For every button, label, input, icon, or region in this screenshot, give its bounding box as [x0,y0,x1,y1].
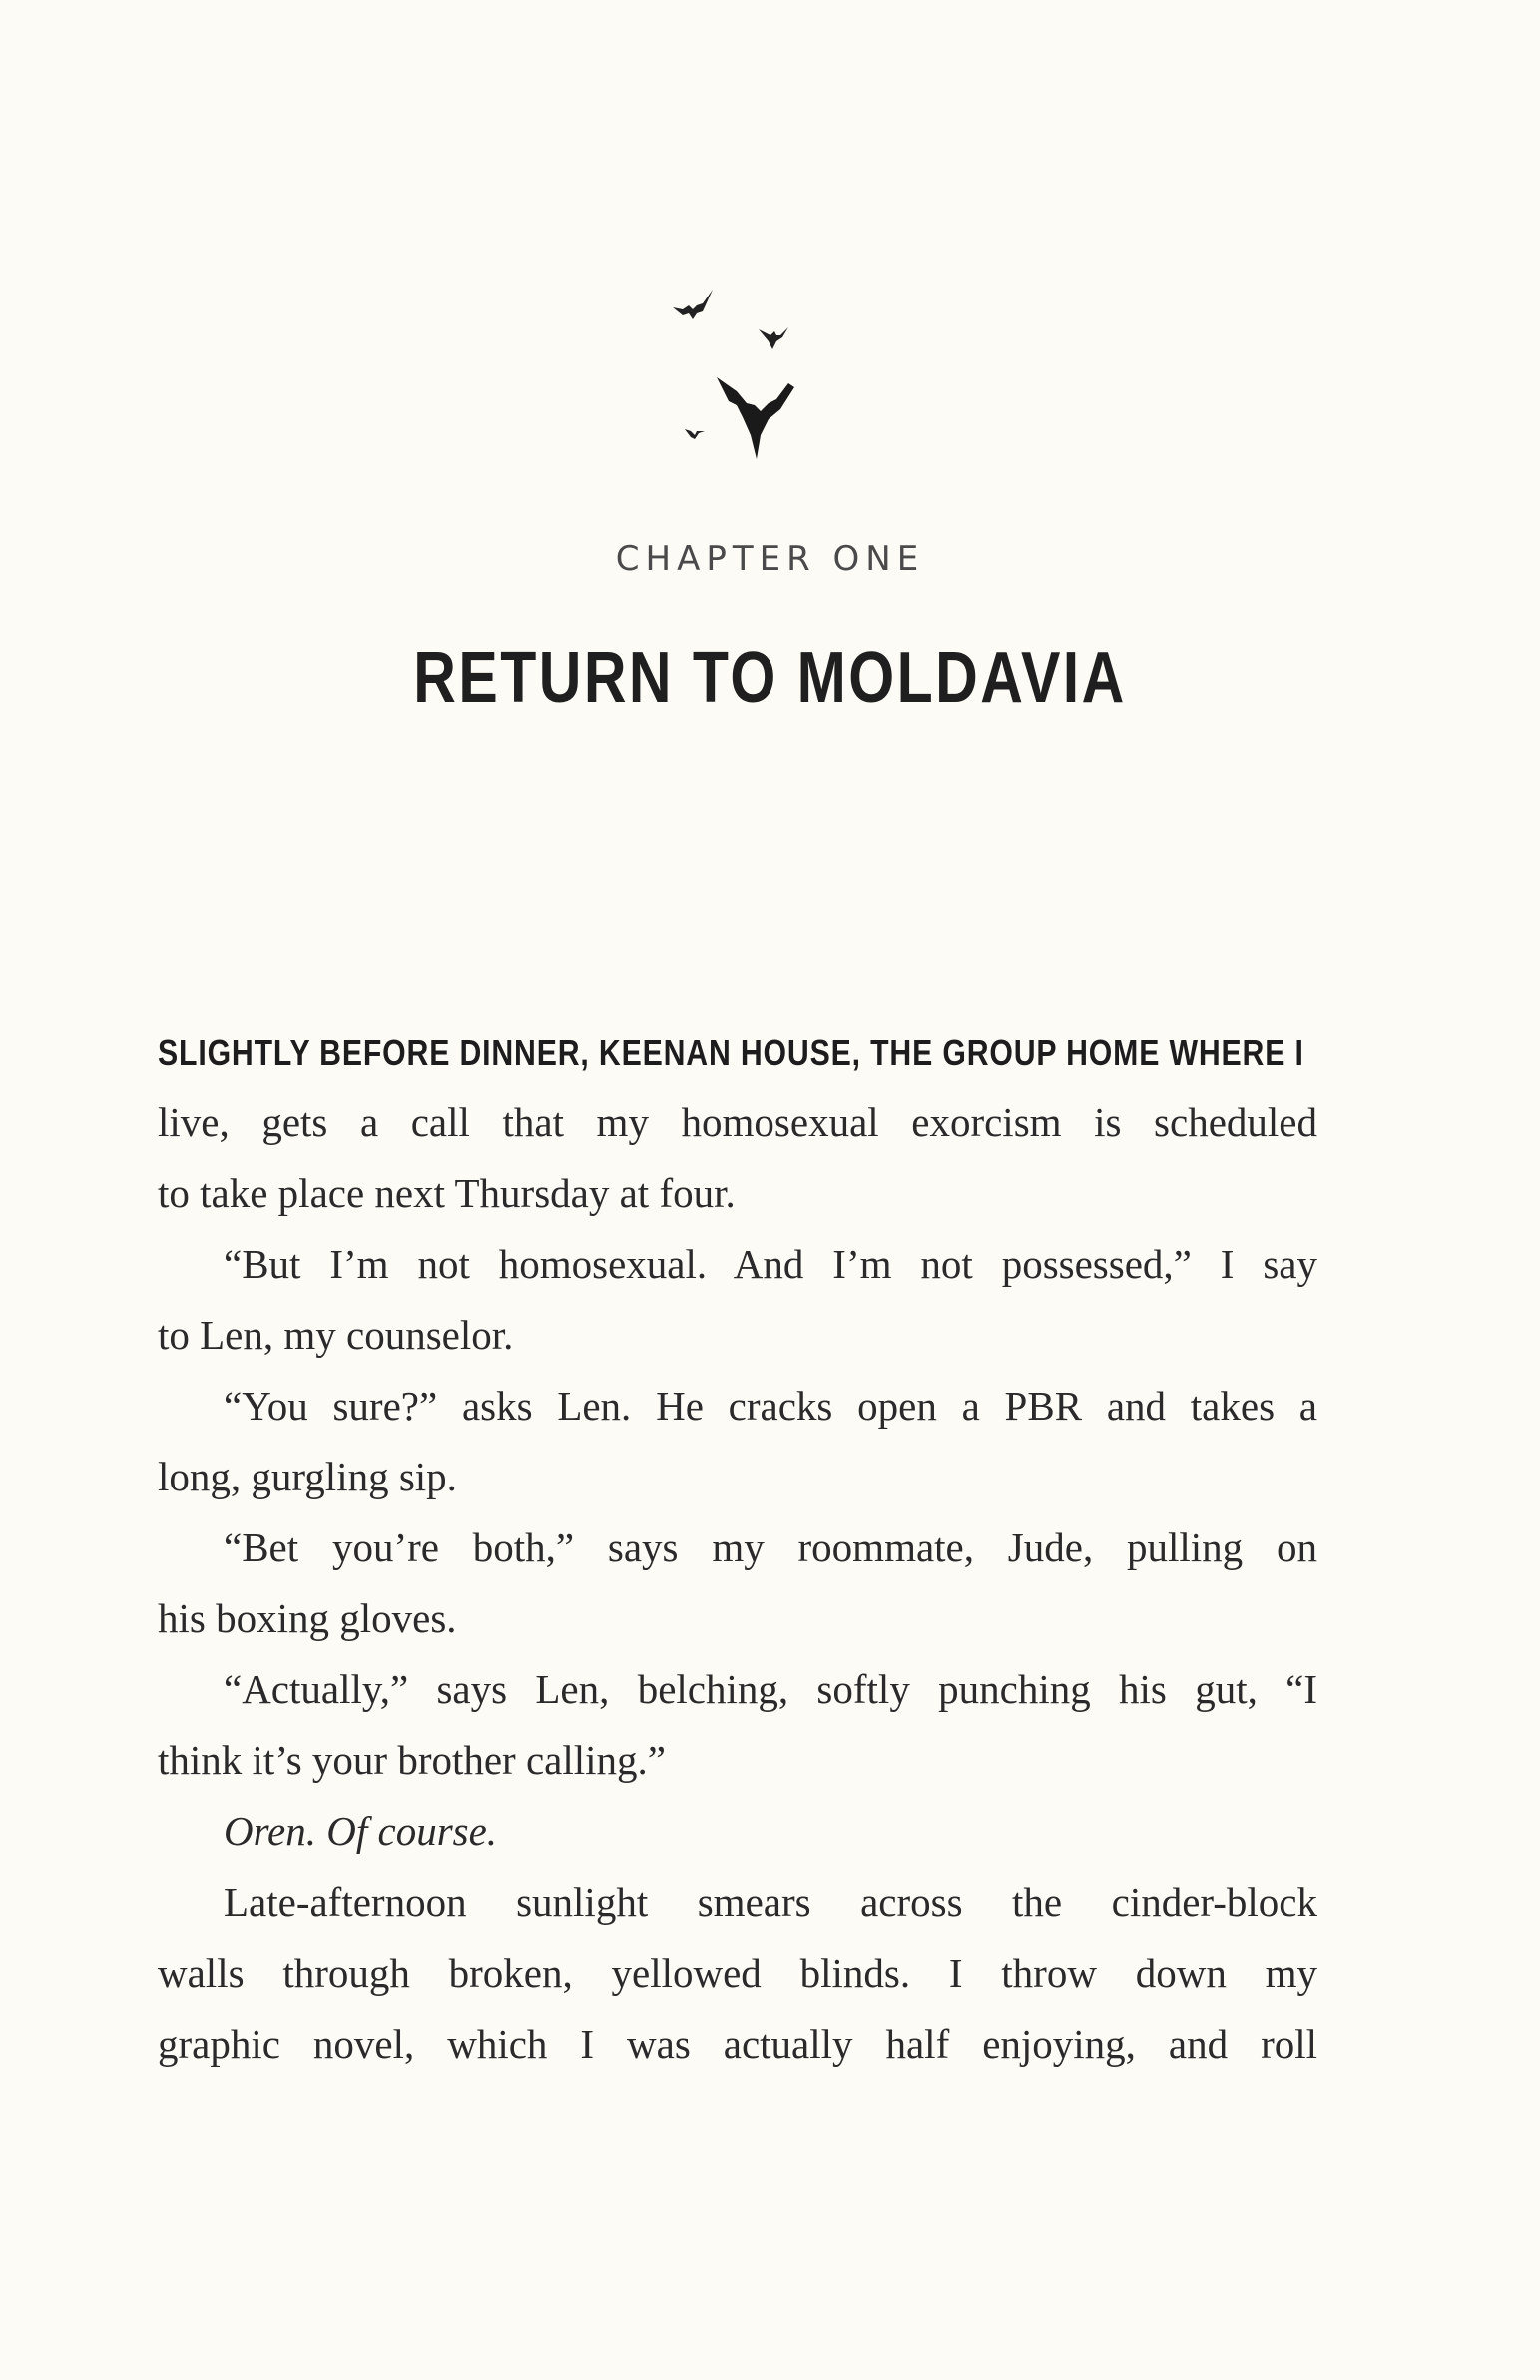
paragraph [158,1371,1317,1512]
text-line: live, gets a call that my homosexual exorcism is scheduled [158,1099,1317,1145]
lead-in: SLIGHTLY BEFORE DINNER, KEENAN HOUSE, THE GROUP HOME WHERE I [158,1032,1304,1073]
text-line: his boxing gloves. [158,1595,457,1641]
text-line: walls through broken, yellowed blinds. I throw down my [158,1950,1317,1996]
paragraph [158,1229,1317,1371]
paragraph [158,1512,1317,1654]
text-line: “Bet you’re both,” says my roommate, Jude, pulling on [224,1524,1317,1570]
chapter-title: RETURN TO MOLDAVIA [413,638,1127,718]
bats-icon [659,280,878,499]
italic-line: Oren. Of course. [224,1808,498,1854]
text-line: “Actually,” says Len, belching, softly punching his gut, “I [224,1666,1317,1712]
body-text [158,1016,1317,2080]
text-line: graphic novel, which I was actually half enjoying, and roll [158,2021,1317,2067]
text-line: to Len, my counselor. [158,1312,514,1358]
text-line: “You sure?” asks Len. He cracks open a PBR and takes a [224,1383,1317,1429]
chapter-label: CHAPTER ONE [615,539,925,579]
paragraph [158,1087,1317,1229]
text-line: “But I’m not homosexual. And I’m not possessed,” I say [224,1241,1317,1287]
text-line: think it’s your brother calling.” [158,1737,666,1783]
paragraph [158,1654,1317,1796]
text-line: to take place next Thursday at four. [158,1170,736,1216]
paragraph [158,1867,1317,2080]
text-line: long, gurgling sip. [158,1454,457,1499]
paragraph [158,1796,1317,1867]
text-line: Late-afternoon sunlight smears across the cinder-block [224,1879,1317,1925]
